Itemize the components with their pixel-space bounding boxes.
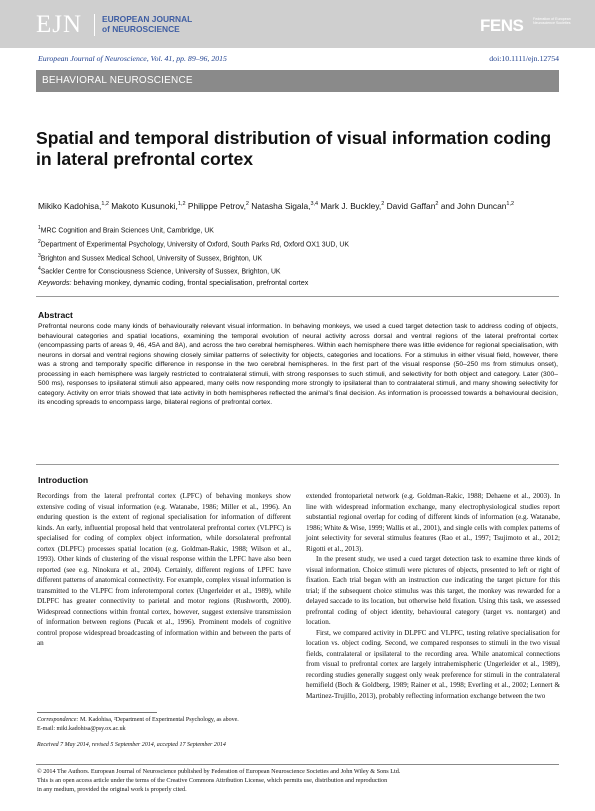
affiliation: $^3$Brighton and Sussex Medical School, University of Sussex, Brighton, UK (38, 252, 263, 262)
received-dates: Received 7 May 2014, revised 5 September 2014, accepted 17 September 2014 (37, 742, 226, 748)
abstract-text: Prefrontal neurons code many kinds of behaviourally relevant visual information. In behaving monkeys, we used a cued target detection task to address coding of objects, behavioural categories and spatial locations, examining the temporal evolution of neural activity across dorsal and ventral regions of the lateral prefrontal cortex (encompassing parts of areas 9, 46, 45A and 8A), and across the two cerebral hemispheres. Within each hemisphere there was little evidence for regional specialisation, with neurons in dorsal and ventral regions showing closely similar patterns of selectivity for objects, categories and locations. For a stimulus in either visual field, however, there was a strong and temporally specific difference in response in the two cerebral hemispheres. In the first part of the visual response (50–250 ms from stimulus onset), processing in each hemisphere was largely restricted to contralateral stimuli, with strong responses to such stimuli, and selectivity for both object and category. Later (300–500 ms), responses to ipsilateral stimuli also appeared, many cells now responding more strongly to ipsilateral than to contralateral stimuli, and many showing selectivity for category. Activity on error trials showed that late activity in both hemispheres reflected the animal’s final decision. As information is processed towards a behavioural decision, its encoding spreads to encompass large, bilateral regions of prefrontal cortex. (38, 323, 558, 406)
correspondence-note (37, 716, 291, 733)
section-label: BEHAVIORAL NEUROSCIENCE (42, 75, 193, 86)
paragraph: extended frontoparietal network (e.g. Goldman-Rakic, 1988; Dehaene et al., 2003). In line with widespread information exchange, many electrophysiological studies report substantial regional overlap for coding of different kinds of information (e.g. Watanabe, 1986; White & Wise, 1999; Wallis et al., 2001), and single cells with complex patterns of joint selectivity for several stimulus features (Rao et al., 1997; Tsujimoto et al., 2012; Rigotti et al., 2013). (306, 492, 560, 553)
body-column-right (306, 491, 560, 701)
section-banner (36, 70, 559, 92)
affiliation: $^4$Sackler Centre for Consciousness Science, University of Sussex, Brighton, UK (38, 266, 281, 276)
paragraph: First, we compared activity in DLPFC and VLPFC, testing relative specialisation for location vs. object coding. Second, we compared responses to stimuli in the two visual fields, contralateral or ipsilateral to the recording area. While anatomical connections from visual to prefrontal cortex are largely intrahemispheric (Ungerleider et al., 1989), recording studies generally suggest only weak preference for stimuli in the contralateral hemifield (Boch & Goldberg, 1989; Rainer et al., 1998; Everling et al., 2002; Lennert & Martinez-Trujillo, 2013), probably reflecting information exchange between the two (306, 628, 560, 700)
keywords (38, 278, 308, 287)
journal-name (102, 14, 192, 34)
author[interactable]: Natasha Sigala, (251, 200, 311, 211)
license-footer (37, 768, 559, 794)
footer-rule (36, 764, 559, 765)
divider (36, 464, 559, 465)
author[interactable]: and John Duncan (440, 200, 507, 211)
author-affil-ref: 2 (435, 201, 439, 207)
affiliation: $^1$MRC Cognition and Brain Sciences Unit, Cambridge, UK (38, 225, 214, 235)
introduction-heading: Introduction (38, 475, 89, 485)
ejn-logo[interactable]: EJN (36, 11, 83, 38)
correspondence-label: Correspondence: (37, 717, 79, 723)
correspondence-text: M. Kadohisa, ²Department of Experimental Psychology, as above. (78, 717, 239, 723)
fens-description: Federation of European Neuroscience Societies (533, 17, 571, 26)
paragraph: Recordings from the lateral prefrontal cortex (LPFC) of behaving monkeys show extensive coding of visual information (e.g. Watanabe, 1986; Miller et al., 1996). An enduring question is the extent of regional specialisation for information of different kinds. An early, influential proposal held that ventrolateral prefrontal cortex (VLPFC) is specialised for coding of complex object information, while dorsolateral prefrontal cortex (DLPFC) processes spatial location (e.g. Goldman-Rakic, 1988; Wilson et al., 1993). Other kinds of clustering of the visual response within the LPFC have also been reported (see e.g. Ninokura et al., 2004). Certainly, different regions of LPFC have different patterns of anatomical connectivity. For example, complex visual information is transmitted to the VLPFC from inferotemporal cortex (Ungerleider et al., 1989), while DLPFC has greater connectivity to parietal and motor regions (Rushworth, 2000). Widespread connections within frontal cortex, however, suggest extensive transmission of information between regions (Pucak et al., 1996). Prominent models of cognitive control propose widespread broadcasting of information within and between the parts of an (37, 492, 291, 647)
article-title: Spatial and temporal distribution of visual information coding in lateral prefrontal cortex (36, 128, 552, 169)
author-affil-ref: 1,2 (177, 201, 186, 207)
footnote-rule (37, 712, 157, 713)
divider (36, 296, 559, 297)
body-column-left (37, 491, 291, 649)
author-list (38, 199, 558, 212)
journal-name-line2: of NEUROSCIENCE (102, 24, 180, 34)
author-affil-ref: 1,2 (101, 201, 109, 207)
copyright-line: © 2014 The Authors. European Journal of Neuroscience published by Federation of European Neuroscience Societies and John Wiley & Sons Ltd. (37, 768, 401, 775)
author[interactable]: David Gaffan (386, 200, 436, 211)
license-line: This is an open access article under the terms of the Creative Commons Attribution License, which permits use, distribution and reproduction (37, 776, 388, 784)
fens-logo[interactable]: FENS (480, 16, 524, 35)
author[interactable]: Makoto Kusunoki, (111, 200, 178, 211)
logo-divider (94, 14, 95, 36)
abstract-heading: Abstract (38, 310, 73, 320)
author-affil-ref: 2 (245, 201, 249, 207)
affiliation-list (38, 223, 558, 278)
paragraph: In the present study, we used a cued target detection task to examine three kinds of visual information. Choice stimuli were pictures of objects, presented to left or right of fixation. Each trial began with an instruction cue indicating the target picture for this trial; if the subsequent choice stimulus was this target, the monkey was rewarded for a delayed saccade to its location, but otherwise held fixation. Using this task, we assessed prefrontal coding of object identity, behavioural category (target vs. nontarget) and location. (306, 555, 560, 626)
license-line: in any medium, provided the original work is properly cited. (37, 785, 187, 793)
keywords-label: Keywords: (38, 278, 72, 287)
author[interactable]: Philippe Petrov, (187, 200, 246, 211)
affiliation: $^2$Department of Experimental Psychology, University of Oxford, South Parks Rd, Oxford OX1 3UD, UK (38, 238, 349, 249)
author-affil-ref: 3,4 (310, 201, 319, 207)
author[interactable]: Mikiko Kadohisa, (38, 200, 102, 211)
keywords-text: behaving monkey, dynamic coding, frontal specialisation, prefrontal cortex (71, 278, 309, 287)
author-affil-ref: 2 (381, 201, 385, 207)
journal-name-line1: EUROPEAN JOURNAL (102, 14, 193, 24)
doi-link[interactable]: doi:10.1111/ejn.12754 (489, 54, 559, 63)
author-affil-ref: 1,2 (506, 201, 515, 207)
correspondence-email[interactable]: E-mail: miki.kadohisa@psy.ox.ac.uk (37, 725, 126, 732)
author[interactable]: Mark J. Buckley, (320, 200, 382, 211)
journal-citation: European Journal of Neuroscience, Vol. 41, pp. 89–96, 2015 (38, 54, 227, 63)
